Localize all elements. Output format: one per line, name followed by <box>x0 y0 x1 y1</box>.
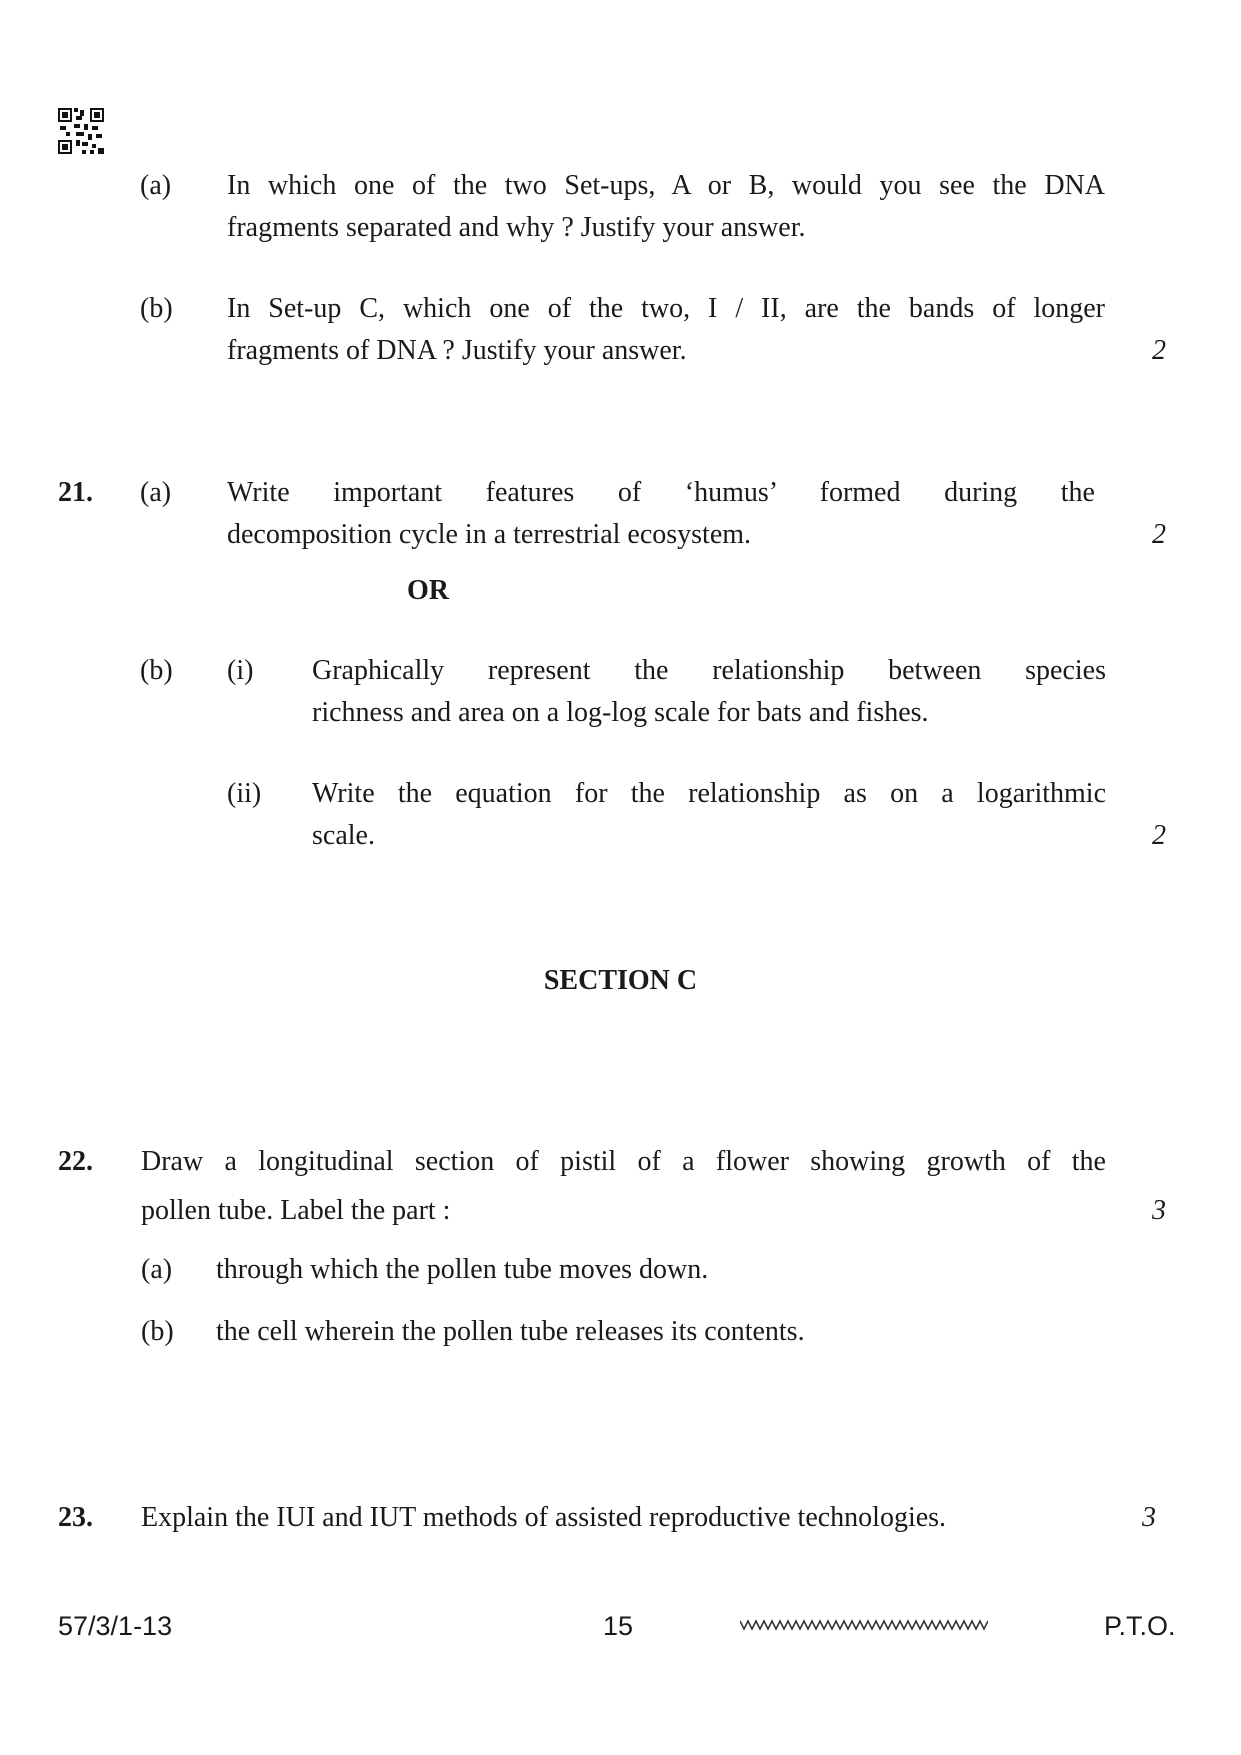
q21-b-marks: 2 <box>1152 820 1166 851</box>
q23-marks: 3 <box>1142 1502 1156 1533</box>
q21-b-label: (b) <box>140 655 173 686</box>
q21-b-i-label: (i) <box>227 655 254 686</box>
q22-a-label: (a) <box>141 1254 173 1285</box>
q20-a-line-2: fragments separated and why ? Justify your answer. <box>227 212 806 243</box>
q21-or: OR <box>407 575 449 606</box>
q20-b-line-2: fragments of DNA ? Justify your answer. <box>227 335 687 366</box>
q21-a-line-1: Write important features of ‘humus’ formed during the <box>227 477 1095 508</box>
q21-b-ii-label: (ii) <box>227 778 262 809</box>
qr-code-icon <box>58 108 104 154</box>
q21-a-label: (a) <box>140 477 172 508</box>
q21-a-marks: 2 <box>1152 519 1166 550</box>
q21-number: 21. <box>58 477 93 508</box>
footer-page-number: 15 <box>603 1611 634 1641</box>
q22-marks: 3 <box>1152 1195 1166 1226</box>
q21-b-ii-line-1: Write the equation for the relationship as on a logarithmic <box>312 778 1106 809</box>
q22-b-label: (b) <box>141 1316 174 1347</box>
q23-text: Explain the IUI and IUT methods of assisted reproductive technologies. <box>141 1502 947 1533</box>
q20-a-line-1: In which one of the two Set-ups, A or B, would you see the DNA <box>227 170 1105 201</box>
q20-b-line-1: In Set-up C, which one of the two, I / II, are the bands of longer <box>227 293 1105 324</box>
q22-b-text: the cell wherein the pollen tube releases its contents. <box>216 1316 805 1347</box>
q22-a-text: through which the pollen tube moves down. <box>216 1254 709 1285</box>
q23-number: 23. <box>58 1502 93 1533</box>
q22-line-2: pollen tube. Label the part : <box>141 1195 451 1226</box>
q22-line-1: Draw a longitudinal section of pistil of a flower showing growth of the <box>141 1146 1106 1177</box>
q22-number: 22. <box>58 1146 93 1177</box>
q20-b-label: (b) <box>140 293 173 324</box>
q20-marks: 2 <box>1152 335 1166 366</box>
wavy-line-icon <box>740 1618 988 1632</box>
q21-b-i-line-2: richness and area on a log-log scale for bats and fishes. <box>312 697 929 728</box>
footer-pto: P.T.O. <box>1104 1611 1176 1641</box>
footer-code: 57/3/1-13 <box>58 1611 173 1641</box>
q20-a-label: (a) <box>140 170 172 201</box>
q21-a-line-2: decomposition cycle in a terrestrial ecosystem. <box>227 519 752 550</box>
q21-b-i-line-1: Graphically represent the relationship between species <box>312 655 1106 686</box>
section-heading: SECTION C <box>543 965 698 996</box>
q21-b-ii-line-2: scale. <box>312 820 375 851</box>
